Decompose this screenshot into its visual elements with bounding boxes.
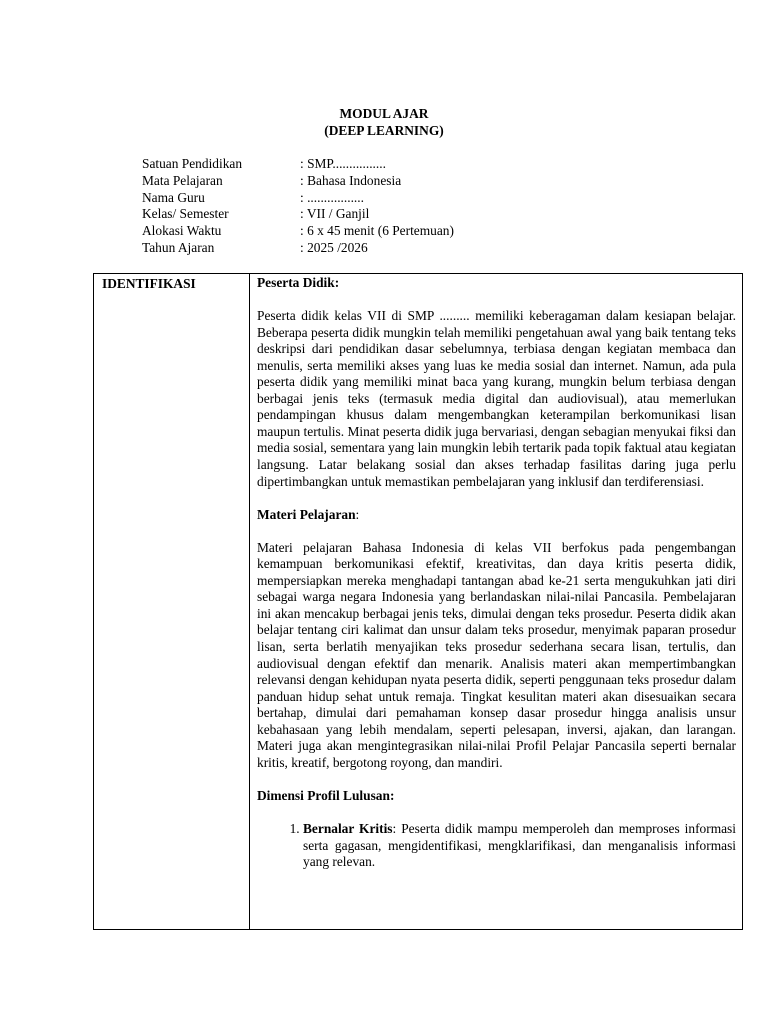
identity-value: : VII / Ganjil [300,206,370,222]
identity-value: : SMP................ [300,156,386,171]
materi-text: Materi pelajaran Bahasa Indonesia di kelas VII berfokus pada pengembangan kemampuan berkomunikasi efektif, kreativitas, dan daya kritis peserta didik, mempersiapkan mereka menghadapi tantangan abad ke-21 serta mengukuhkan jati diri sebagai warga negara Indonesia yang berlandaskan nilai-nilai Pancasila. Pembelajaran ini akan mencakup berbagai jenis teks, dimulai dengan teks prosedur. Peserta didik akan belajar tentang ciri kalimat dan unsur dalam teks prosedur, menyimak paparan prosedur lisan, serta berlatih menyajikan teks prosedur sederhana secara lisan, tertulis, dan audiovisual dengan efektif dan menarik. Analisis materi akan mempertimbangkan relevansi dengan kehidupan nyata peserta didik, seperti penggunaan teks prosedur dalam panduan hidup sehat untuk remaja. Tingkat kesulitan materi akan disesuaikan secara bertahap, dimulai dari pemahaman konsep dasar prosedur hingga analisis unsur kebahasaan yang lebih mendalam, seperti pelesapan, inversi, ajakan, dan larangan. Materi juga akan mengintegrasikan nilai-nilai Profil Pelajar Pancasila seperti bernalar kritis, kreatif, bergotong royong, dan mandiri. [257,539,736,770]
identity-label: Nama Guru [142,189,205,205]
identity-row-subject [142,173,454,190]
identity-label: Tahun Ajaran [142,239,215,255]
column-divider [249,274,250,929]
peserta-didik-text: Peserta didik kelas VII di SMP ......... memiliki keberagaman dalam kesiapan belajar. Beberapa peserta didik mungkin telah memiliki pengetahuan awal yang baik tentang teks deskripsi dari pendidikan dasar sebelumnya, terbiasa dengan kegiatan membaca dan menulis, serta memiliki akses yang luas ke media sosial dan internet. Namun, ada pula peserta didik yang memiliki minat baca yang kurang, mungkin belum terbiasa dengan berbagai jenis teks (termasuk media digital dan audiovisual), atau memerlukan pendampingan khusus dalam mengembangkan keterampilan berkomunikasi lisan maupun tertulis. Minat peserta didik juga bervariasi, dengan sebagian menyukai fiksi dan media sosial, sementara yang lain mungkin lebih tertarik pada topik faktual atau kegiatan langsung. Latar belakang sosial dan akses terhadap fasilitas daring juga perlu dipertimbangkan untuk memastikan pembelajaran yang inklusif dan terdiferensiasi. [257,308,736,489]
dimensi-list [257,821,736,871]
identity-value: : Bahasa Indonesia [300,172,402,188]
identity-row-teacher [142,190,454,207]
document-title: MODUL AJAR [339,106,429,121]
identity-value: : 2025 /2026 [300,239,368,255]
identification-label: IDENTIFIKASI [102,276,196,291]
identity-value: : ................. [300,189,364,205]
list-item [303,821,736,871]
identity-row-year [142,240,454,257]
identity-row-class [142,206,454,223]
materi-heading-text: Materi Pelajaran [257,506,356,522]
dimensi-term: Bernalar Kritis [303,821,393,837]
materi-heading-colon: : [355,506,360,522]
identity-label: Alokasi Waktu [142,223,222,239]
identification-table [93,273,743,930]
dimensi-heading: Dimensi Profil Lulusan: [257,787,395,803]
identification-content [257,275,736,929]
identity-label: Mata Pelajaran [142,172,223,188]
identity-label: Kelas/ Semester [142,206,229,222]
dimensi-text: : Peserta didik mampu memperoleh dan memproses informasi serta gagasan, mengidentifikasi, mengklarifikasi, dan menganalisis informasi yang relevan. [303,821,736,870]
identity-row-time [142,223,454,240]
peserta-didik-heading: Peserta Didik: [257,275,340,290]
materi-heading [257,507,736,524]
identity-label: Satuan Pendidikan [142,156,243,171]
identity-block [142,156,454,257]
identity-value: : 6 x 45 menit (6 Pertemuan) [300,223,454,239]
identity-row-school [142,156,454,173]
document-subtitle: (DEEP LEARNING) [324,123,444,138]
